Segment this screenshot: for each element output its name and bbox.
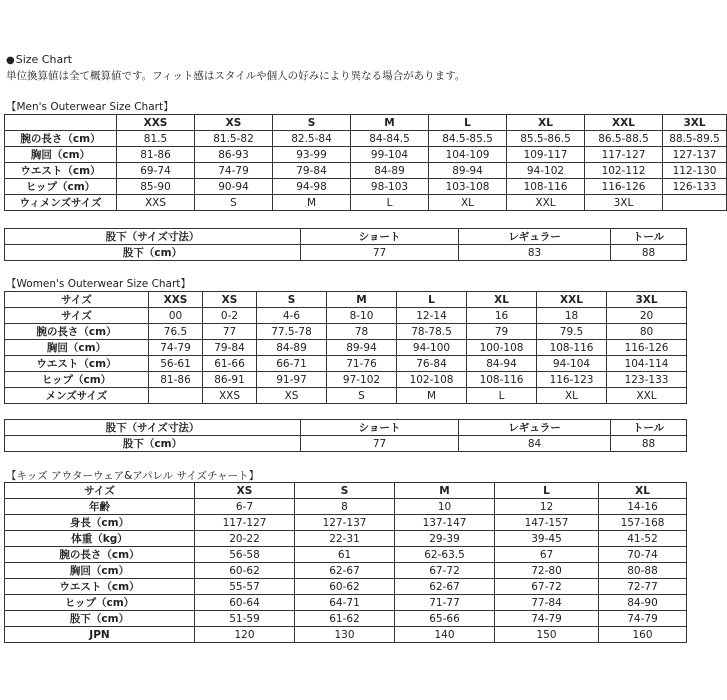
table-row	[5, 308, 687, 324]
table-cell: 77	[203, 324, 257, 340]
table-cell: 102-108	[397, 372, 467, 388]
table-cell: 84-94	[467, 356, 537, 372]
table-cell: 116-126	[607, 340, 687, 356]
column-header: レギュラー	[459, 229, 611, 245]
table-cell: 00	[149, 308, 203, 324]
table-cell: 86.5-88.5	[585, 131, 663, 147]
table-cell: 71-76	[327, 356, 397, 372]
table-row	[5, 229, 687, 245]
table-cell: 80	[607, 324, 687, 340]
table-cell: 160	[599, 627, 687, 643]
table-cell: 79-84	[203, 340, 257, 356]
table-cell: 6-7	[195, 499, 295, 515]
table-cell: 89-94	[327, 340, 397, 356]
table-cell: 147-157	[495, 515, 599, 531]
row-header: ウィメンズサイズ	[5, 195, 117, 211]
table-cell: 88.5-89.5	[663, 131, 727, 147]
table-cell: XL	[537, 388, 607, 404]
table-cell: 69-74	[117, 163, 195, 179]
table-cell: 12-14	[397, 308, 467, 324]
table-cell: 82.5-84	[273, 131, 351, 147]
table-cell: 67-72	[395, 563, 495, 579]
table-cell: 81.5-82	[195, 131, 273, 147]
kids-size-table	[4, 482, 687, 643]
table-row	[5, 436, 687, 452]
table-cell: 94-102	[507, 163, 585, 179]
table-cell	[663, 195, 727, 211]
table-cell: 117-127	[585, 147, 663, 163]
row-header: 股下（cm）	[5, 436, 301, 452]
table-row	[5, 483, 687, 499]
table-cell: 12	[495, 499, 599, 515]
table-cell: S	[195, 195, 273, 211]
table-cell: XXS	[203, 388, 257, 404]
table-cell: 90-94	[195, 179, 273, 195]
row-header: ヒップ（cm）	[5, 179, 117, 195]
size-chart-title: Size Chart	[15, 53, 73, 66]
column-header: S	[273, 115, 351, 131]
table-cell: 86-93	[195, 147, 273, 163]
row-header: 腕の長さ（cm）	[5, 131, 117, 147]
table-cell: 79-84	[273, 163, 351, 179]
table-cell: 127-137	[295, 515, 395, 531]
womens-size-table	[4, 291, 687, 404]
table-cell: 61-62	[295, 611, 395, 627]
table-cell: 74-79	[195, 163, 273, 179]
table-cell: 99-104	[351, 147, 429, 163]
table-cell: 67-72	[495, 579, 599, 595]
column-header: 股下（サイズ寸法）	[5, 229, 301, 245]
table-cell: XXS	[117, 195, 195, 211]
table-cell: 10	[395, 499, 495, 515]
table-cell: 89-94	[429, 163, 507, 179]
table-cell: 86-91	[203, 372, 257, 388]
table-cell: 91-97	[257, 372, 327, 388]
table-cell: XS	[257, 388, 327, 404]
column-header: L	[397, 292, 467, 308]
table-cell: 157-168	[599, 515, 687, 531]
column-header: 3XL	[663, 115, 727, 131]
table-cell: 81.5	[117, 131, 195, 147]
table-cell: 78-78.5	[397, 324, 467, 340]
column-header: レギュラー	[459, 420, 611, 436]
table-cell: 102-112	[585, 163, 663, 179]
row-header: ヒップ（cm）	[5, 595, 195, 611]
table-cell: 85.5-86.5	[507, 131, 585, 147]
column-header: 3XL	[607, 292, 687, 308]
table-cell: 72-77	[599, 579, 687, 595]
row-header: 股下（cm）	[5, 245, 301, 261]
table-cell: 84	[459, 436, 611, 452]
table-cell: 98-103	[351, 179, 429, 195]
table-cell: 93-99	[273, 147, 351, 163]
table-cell: 84.5-85.5	[429, 131, 507, 147]
table-row	[5, 340, 687, 356]
table-row	[5, 131, 727, 147]
table-row	[5, 163, 727, 179]
table-cell: 62-63.5	[395, 547, 495, 563]
table-row	[5, 324, 687, 340]
row-header: ヒップ（cm）	[5, 372, 149, 388]
table-cell: XXL	[507, 195, 585, 211]
table-row	[5, 115, 727, 131]
table-cell: 84-84.5	[351, 131, 429, 147]
column-header: XS	[203, 292, 257, 308]
column-header: XXS	[117, 115, 195, 131]
table-cell: 123-133	[607, 372, 687, 388]
table-cell: 77	[301, 436, 459, 452]
table-cell: 112-130	[663, 163, 727, 179]
table-row	[5, 292, 687, 308]
table-cell: 77	[301, 245, 459, 261]
column-header: L	[429, 115, 507, 131]
row-header: ウエスト（cm）	[5, 163, 117, 179]
column-header: XS	[195, 483, 295, 499]
row-header: メンズサイズ	[5, 388, 149, 404]
table-cell: 74-79	[599, 611, 687, 627]
mens-size-table	[4, 114, 727, 211]
column-header: L	[495, 483, 599, 499]
row-header: 体重（kg）	[5, 531, 195, 547]
table-row	[5, 420, 687, 436]
column-header: トール	[611, 420, 687, 436]
row-header: 胸回（cm）	[5, 563, 195, 579]
table-cell: 116-123	[537, 372, 607, 388]
row-header: 胸回（cm）	[5, 147, 117, 163]
table-cell: 74-79	[495, 611, 599, 627]
column-header: ショート	[301, 229, 459, 245]
table-cell: 81-86	[117, 147, 195, 163]
table-row	[5, 388, 687, 404]
table-cell: 85-90	[117, 179, 195, 195]
table-cell: S	[327, 388, 397, 404]
column-header: S	[257, 292, 327, 308]
row-header: 年齢	[5, 499, 195, 515]
table-cell: 66-71	[257, 356, 327, 372]
table-row	[5, 611, 687, 627]
column-header: サイズ	[5, 292, 149, 308]
table-cell: 130	[295, 627, 395, 643]
table-row	[5, 579, 687, 595]
conversion-note: 単位換算値は全て概算値です。フィット感はスタイルや個人の好みにより異なる場合があります。	[6, 70, 466, 82]
table-cell	[149, 388, 203, 404]
table-cell: 127-137	[663, 147, 727, 163]
row-header: ウエスト（cm）	[5, 579, 195, 595]
table-cell: 71-77	[395, 595, 495, 611]
table-cell: 116-126	[585, 179, 663, 195]
table-cell: 56-61	[149, 356, 203, 372]
table-cell: 120	[195, 627, 295, 643]
table-cell: 62-67	[395, 579, 495, 595]
table-cell: 94-98	[273, 179, 351, 195]
row-header: 身長（cm）	[5, 515, 195, 531]
table-cell: 126-133	[663, 179, 727, 195]
table-cell: 0-2	[203, 308, 257, 324]
kids-section-title: 【キッズ アウターウェア&アパレル サイズチャート】	[6, 470, 260, 482]
column-header: XL	[507, 115, 585, 131]
table-cell: 16	[467, 308, 537, 324]
row-header: 腕の長さ（cm）	[5, 547, 195, 563]
table-cell: 108-116	[507, 179, 585, 195]
table-cell: 60-64	[195, 595, 295, 611]
table-cell: 60-62	[295, 579, 395, 595]
row-header: 胸回（cm）	[5, 340, 149, 356]
table-cell: 81-86	[149, 372, 203, 388]
table-cell: 80-88	[599, 563, 687, 579]
table-row	[5, 372, 687, 388]
table-cell: 39-45	[495, 531, 599, 547]
row-header: サイズ	[5, 308, 149, 324]
table-cell: 76-84	[397, 356, 467, 372]
womens-section-title: 【Women's Outerwear Size Chart】	[6, 278, 191, 290]
mens-inseam-table	[4, 228, 687, 261]
table-cell: 29-39	[395, 531, 495, 547]
womens-inseam-table	[4, 419, 687, 452]
table-cell: 67	[495, 547, 599, 563]
table-cell: M	[397, 388, 467, 404]
table-row	[5, 595, 687, 611]
row-header: 腕の長さ（cm）	[5, 324, 149, 340]
table-row	[5, 179, 727, 195]
table-row	[5, 195, 727, 211]
table-cell: 84-90	[599, 595, 687, 611]
table-cell: 8-10	[327, 308, 397, 324]
mens-section-title: 【Men's Outerwear Size Chart】	[6, 101, 174, 113]
table-cell: 56-58	[195, 547, 295, 563]
table-cell: 84-89	[351, 163, 429, 179]
table-cell: 84-89	[257, 340, 327, 356]
column-header: XL	[467, 292, 537, 308]
table-cell: 22-31	[295, 531, 395, 547]
table-cell: 62-67	[295, 563, 395, 579]
table-cell: XL	[429, 195, 507, 211]
column-header: M	[351, 115, 429, 131]
table-cell: 70-74	[599, 547, 687, 563]
table-cell: L	[467, 388, 537, 404]
table-cell: 51-59	[195, 611, 295, 627]
table-cell: 20	[607, 308, 687, 324]
table-cell: 140	[395, 627, 495, 643]
table-cell: L	[351, 195, 429, 211]
table-row	[5, 499, 687, 515]
table-row	[5, 531, 687, 547]
table-cell: 108-116	[467, 372, 537, 388]
table-cell: 117-127	[195, 515, 295, 531]
table-cell: 77-84	[495, 595, 599, 611]
table-cell: M	[273, 195, 351, 211]
table-cell: 79	[467, 324, 537, 340]
column-header: サイズ	[5, 483, 195, 499]
column-header: M	[395, 483, 495, 499]
table-cell: 83	[459, 245, 611, 261]
table-cell: 74-79	[149, 340, 203, 356]
table-cell: 55-57	[195, 579, 295, 595]
table-cell: 137-147	[395, 515, 495, 531]
table-row	[5, 627, 687, 643]
table-cell: 65-66	[395, 611, 495, 627]
table-cell: 60-62	[195, 563, 295, 579]
column-header: 股下（サイズ寸法）	[5, 420, 301, 436]
size-chart-heading	[6, 53, 72, 66]
table-cell: 88	[611, 436, 687, 452]
table-row	[5, 356, 687, 372]
bullet-icon: ●	[6, 55, 15, 66]
table-cell: 20-22	[195, 531, 295, 547]
column-header: M	[327, 292, 397, 308]
table-cell: 76.5	[149, 324, 203, 340]
table-cell: 3XL	[585, 195, 663, 211]
column-header: ショート	[301, 420, 459, 436]
column-header: トール	[611, 229, 687, 245]
column-header: S	[295, 483, 395, 499]
table-cell: 103-108	[429, 179, 507, 195]
table-cell: 97-102	[327, 372, 397, 388]
table-cell: 100-108	[467, 340, 537, 356]
table-row	[5, 547, 687, 563]
table-cell: 8	[295, 499, 395, 515]
table-cell: 109-117	[507, 147, 585, 163]
table-cell: 78	[327, 324, 397, 340]
column-header	[5, 115, 117, 131]
table-row	[5, 245, 687, 261]
table-cell: XXL	[607, 388, 687, 404]
table-row	[5, 147, 727, 163]
table-cell: 4-6	[257, 308, 327, 324]
table-cell: 104-109	[429, 147, 507, 163]
row-header: JPN	[5, 627, 195, 643]
table-cell: 77.5-78	[257, 324, 327, 340]
table-row	[5, 515, 687, 531]
column-header: XS	[195, 115, 273, 131]
row-header: 股下（cm）	[5, 611, 195, 627]
table-cell: 61	[295, 547, 395, 563]
table-cell: 18	[537, 308, 607, 324]
column-header: XXL	[537, 292, 607, 308]
table-cell: 64-71	[295, 595, 395, 611]
table-cell: 61-66	[203, 356, 257, 372]
table-cell: 104-114	[607, 356, 687, 372]
table-cell: 88	[611, 245, 687, 261]
table-cell: 41-52	[599, 531, 687, 547]
table-cell: 94-100	[397, 340, 467, 356]
table-cell: 108-116	[537, 340, 607, 356]
table-cell: 150	[495, 627, 599, 643]
table-cell: 14-16	[599, 499, 687, 515]
table-cell: 72-80	[495, 563, 599, 579]
row-header: ウエスト（cm）	[5, 356, 149, 372]
column-header: XXL	[585, 115, 663, 131]
column-header: XL	[599, 483, 687, 499]
column-header: XXS	[149, 292, 203, 308]
table-row	[5, 563, 687, 579]
table-cell: 94-104	[537, 356, 607, 372]
table-cell: 79.5	[537, 324, 607, 340]
